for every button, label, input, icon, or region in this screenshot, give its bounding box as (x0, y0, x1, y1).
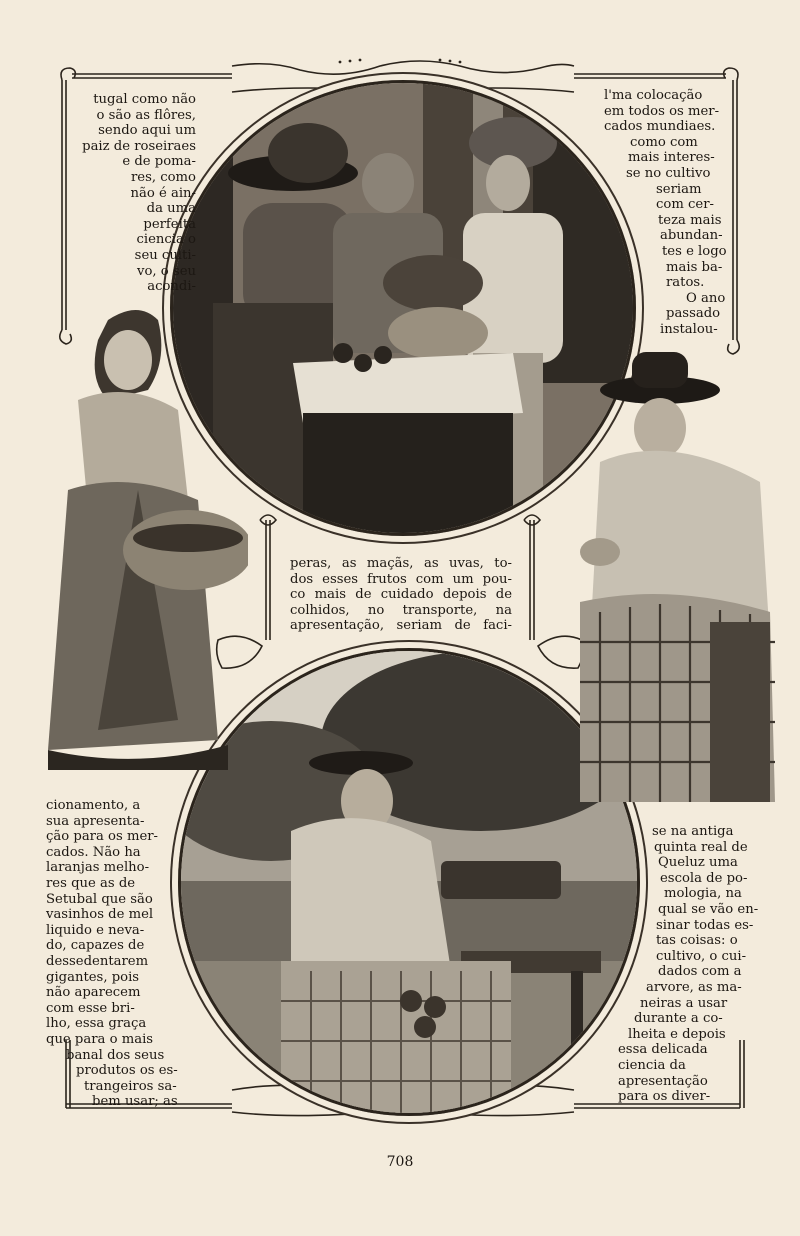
text-line: paiz de roseiraes (82, 138, 196, 154)
text-line: seu culti- (134, 247, 196, 263)
text-line: bem usar; as (92, 1094, 178, 1110)
text-line: peras, as maçãs, as uvas, to- (290, 556, 512, 571)
text-line: tas coisas: o (656, 933, 738, 949)
text-line: sendo aqui um (98, 123, 196, 139)
text-line: como com (630, 134, 698, 150)
text-line: abundan- (660, 228, 723, 244)
text-line: dados com a (658, 964, 742, 980)
text-line: neiras a usar (640, 995, 728, 1011)
text-line: co mais de cuidado depois de (290, 587, 512, 603)
text-line: O ano (686, 290, 726, 306)
text-line: perfeita (143, 216, 196, 232)
text-line: sua apresenta- (46, 813, 145, 829)
text-column-top-left (52, 92, 196, 295)
text-line: da uma (146, 201, 196, 217)
text-line: l'ma colocação (604, 88, 703, 103)
text-line: gigantes, pois (46, 969, 140, 985)
text-line: lho, essa graça (46, 1016, 147, 1032)
text-column-bottom-left (46, 798, 206, 1110)
text-column-bottom-right (618, 824, 764, 1105)
text-line: acondi- (147, 279, 196, 295)
text-line: cados mundiaes. (604, 119, 716, 135)
text-line: escola de po- (660, 870, 748, 886)
text-column-center (290, 556, 512, 634)
text-line: em todos os mer- (604, 103, 720, 119)
text-line: o são as flôres, (96, 107, 196, 123)
text-line: ciencia da (618, 1057, 686, 1073)
text-line: teza mais (658, 212, 722, 228)
text-line: que para o mais (46, 1031, 154, 1047)
text-line: Setubal que são (46, 891, 153, 907)
text-line: dessedentarem (46, 953, 149, 969)
text-line: res, como (130, 169, 196, 185)
text-line: com cer- (656, 197, 714, 213)
text-line: Queluz uma (658, 855, 738, 871)
page-number: 708 (386, 1154, 414, 1170)
text-line: vasinhos de mel (46, 907, 154, 923)
text-line: tes e logo (662, 243, 727, 259)
text-line: lheita e depois (628, 1026, 726, 1042)
text-line: trangeiros sa- (84, 1078, 177, 1094)
text-line: ciencia o (136, 232, 196, 248)
text-line: arvore, as ma- (646, 979, 742, 995)
text-line: produtos os es- (76, 1063, 178, 1079)
text-line: tugal como não (93, 92, 196, 107)
text-line: ratos. (666, 275, 705, 291)
text-line: sinar todas es- (656, 917, 754, 933)
text-line: res que as de (46, 875, 136, 891)
text-line: se na antiga (652, 824, 734, 839)
text-line: banal dos seus (66, 1047, 165, 1063)
text-line: para os diver- (618, 1089, 711, 1105)
text-line: qual se vão en- (658, 901, 759, 917)
text-line: do, capazes de (46, 938, 145, 954)
text-line: mais ba- (666, 259, 723, 275)
text-line: liquido e neva- (46, 922, 145, 938)
text-line: ção para os mer- (46, 829, 159, 845)
text-line: passado (666, 306, 721, 322)
text-line: se no cultivo (626, 165, 711, 181)
text-line: durante a co- (634, 1011, 723, 1027)
text-line: mologia, na (664, 886, 742, 902)
text-line: e de poma- (122, 154, 196, 170)
text-line: não é ain- (130, 185, 196, 201)
text-line: cados. Não ha (46, 844, 141, 860)
photo-woman-in-hat (560, 342, 780, 810)
text-column-top-right (604, 88, 734, 338)
text-line: dos esses frutos com um pou- (290, 571, 512, 587)
photo-girl-with-basket (38, 300, 248, 780)
text-line: apresentação, seriam de faci- (290, 618, 512, 634)
text-line: cionamento, a (46, 798, 141, 813)
text-line: essa delicada (618, 1042, 708, 1058)
text-line: instalou- (660, 321, 718, 337)
text-line: mais interes- (628, 150, 715, 166)
text-line: vo, o seu (137, 263, 196, 279)
text-line: cultivo, o cui- (656, 948, 747, 964)
text-line: quinta real de (654, 839, 748, 855)
text-line: com esse bri- (46, 1000, 135, 1016)
text-line: não aparecem (46, 985, 141, 1001)
text-line: seriam (656, 181, 702, 197)
text-line: laranjas melho- (46, 860, 150, 876)
text-line: apresentação (618, 1073, 708, 1089)
text-line: colhidos, no transporte, na (290, 602, 512, 618)
